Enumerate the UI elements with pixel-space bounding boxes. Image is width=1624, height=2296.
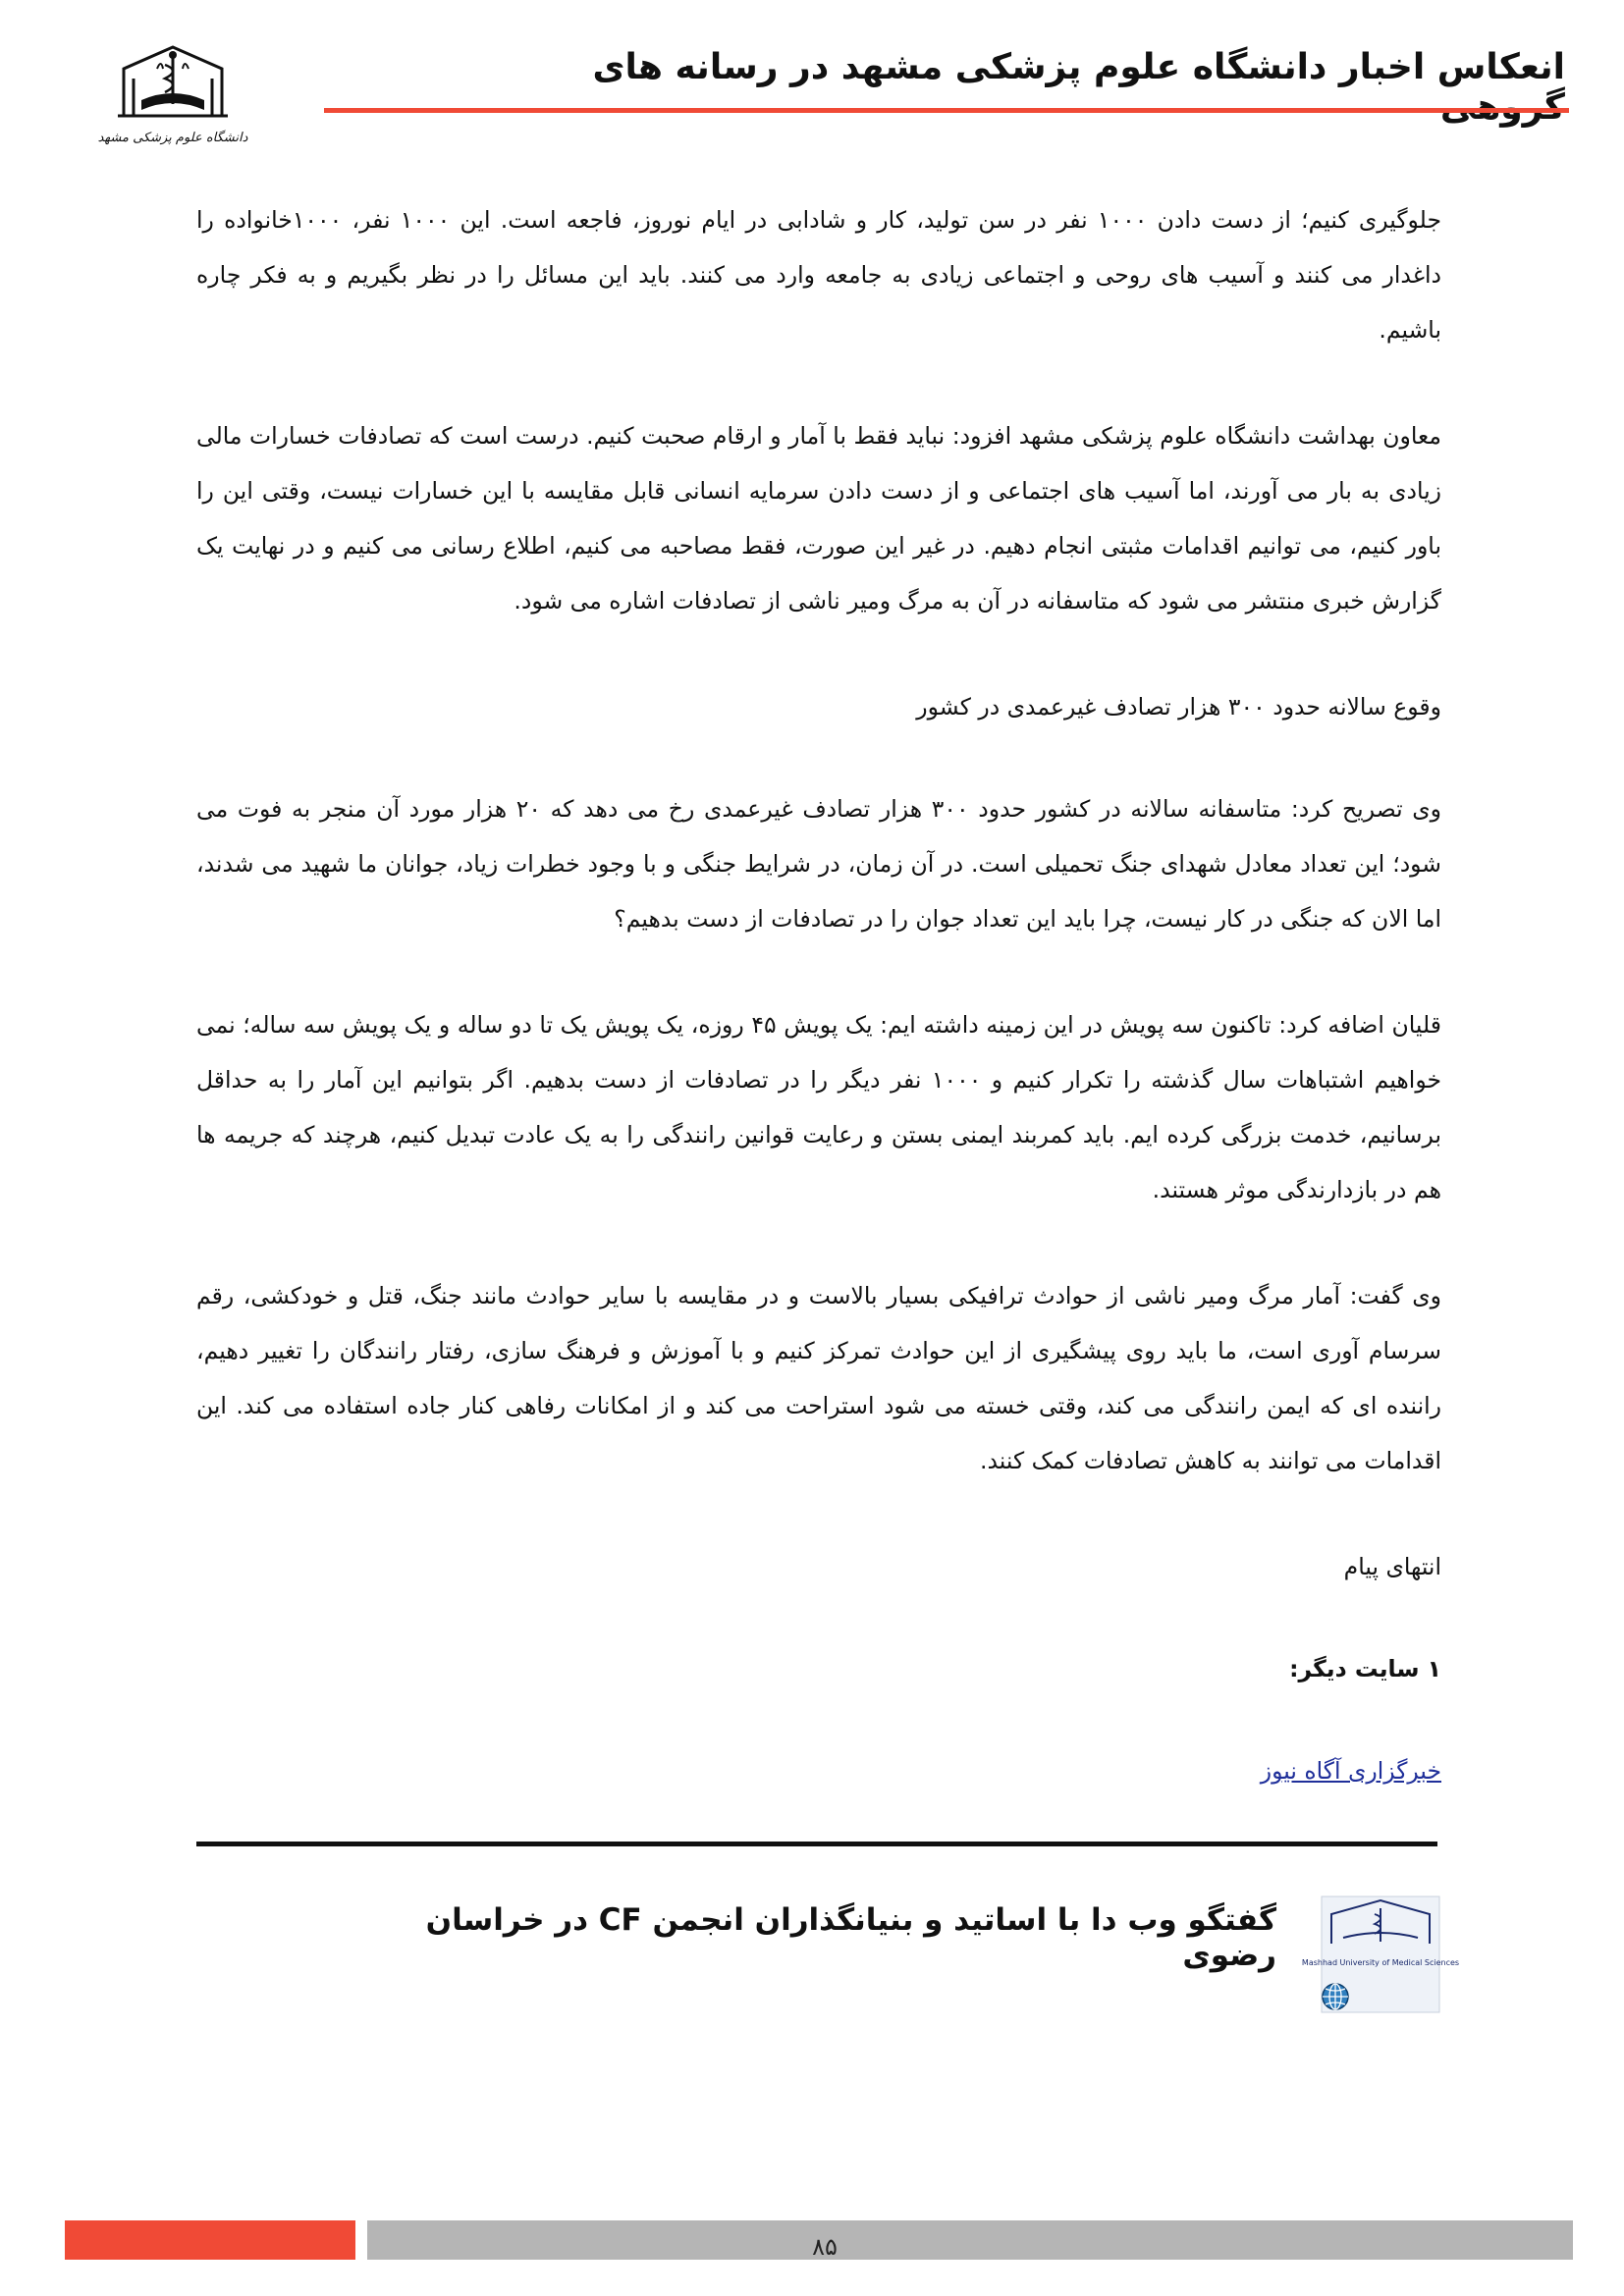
page-header-title: انعکاس اخبار دانشگاه علوم پزشکی مشهد در رسانه های xyxy=(592,47,1565,87)
header-divider xyxy=(324,108,1569,113)
footer-bar-accent xyxy=(65,2220,355,2260)
article-paragraph: وی تصریح کرد: متاسفانه سالانه در کشور حدود ۳۰۰ هزار تصادف غیرعمدی رخ می دهد که ۲۰ هزار مورد آن منجر به فوت می شود؛ این تعداد معادل شهدای جنگ تحمیلی است. در آن زمان، در شرایط جنگی و با وجود خطرات زیاد، جوانان ما شهید می شدند، اما الان که جنگی در کار نیست، چرا باید این تعداد جوان را در تصادفات از دست بدهیم؟ xyxy=(196,795,1442,933)
footer-bar xyxy=(367,2220,1573,2260)
page-number: ۸۵ xyxy=(812,2233,838,2261)
medical-sciences-logo-icon xyxy=(1301,1895,1460,2014)
section-divider xyxy=(196,1842,1437,1846)
other-site-link[interactable]: خبرگزاری آگاه نیوز xyxy=(1260,1757,1441,1785)
article-subheading: وقوع سالانه حدود ۳۰۰ هزار تصادف غیرعمدی در کشور xyxy=(916,693,1441,721)
article-end-note: انتهای پیام xyxy=(1343,1553,1441,1580)
related-news-title[interactable]: گفتگو وب دا با اساتید و بنیانگذاران انجمن CF در خراسان رضوی xyxy=(425,1902,1276,1973)
article-paragraph: جلوگیری کنیم؛ از دست دادن ۱۰۰۰ نفر در سن تولید، کار و شادابی در ایام نوروز، فاجعه است. این ۱۰۰۰ نفر، ۱۰۰۰خانواده را داغدار می کنند و آسیب های روحی و اجتماعی زیادی به جامعه وارد می کنند. باید این مسائل را در نظر بگیریم و به فکر چاره باشیم. xyxy=(196,206,1441,344)
article-paragraph: قلیان اضافه کرد: تاکنون سه پویش در این زمینه داشته ایم: یک پویش ۴۵ روزه، یک پویش یک تا دو ساله و یک پویش سه ساله؛ نمی خواهیم اشتباهات سال گذشته را تکرار کنیم و ۱۰۰۰ نفر دیگر را در تصادفات از دست بدهیم. اگر بتوانیم این آمار را به حداقل برسانیم، خدمت بزرگی کرده ایم. باید کمربند ایمنی بستن و رعایت قوانین رانندگی را به یک عادت تبدیل کنیم، هرچند که جریمه ها هم در بازدارندگی موثر هستند. xyxy=(196,1011,1441,1203)
logo-caption: دانشگاه علوم پزشکی مشهد xyxy=(97,131,248,145)
article-paragraph: معاون بهداشت دانشگاه علوم پزشکی مشهد افزود: نباید فقط با آمار و ارقام صحبت کنیم. درست است که تصادفات خسارات مالی زیادی به بار می آورند، اما آسیب های اجتماعی و از دست دادن سرمایه انسانی قابل مقایسه با این خسارات نیست، وقتی این را باور کنیم، می توانیم اقدامات مثبتی انجام دهیم. در غیر این صورت، فقط مصاحبه می کنیم، اطلاع رسانی می کنیم و در نهایت یک گزارش خبری منتشر می شود که متاسفانه در آن به مرگ ومیر ناشی از تصادفات اشاره می شود. xyxy=(196,422,1441,614)
article-paragraph: وی گفت: آمار مرگ ومیر ناشی از حوادث ترافیکی بسیار بالاست و در مقایسه با سایر حوادث مانند جنگ، قتل و خودکشی، رقم سرسام آوری است، ما باید روی پیشگیری از این حوادث تمرکز کنیم و با آموزش و فرهنگ سازی، رفتار رانندگان را تغییر دهیم، راننده ای که ایمن رانندگی می کند، وقتی خسته می شود استراحت می کند و از امکانات رفاهی کنار جاده استفاده می کند. این اقدامات می توانند به کاهش تصادفات کمک کنند. xyxy=(196,1282,1441,1474)
logo-english-text: Mashhad University of Medical Sciences xyxy=(1301,1958,1460,1967)
university-logo-icon xyxy=(97,39,248,165)
other-sites-label: ۱ سایت دیگر: xyxy=(1289,1655,1441,1682)
article-body xyxy=(196,192,1441,1845)
